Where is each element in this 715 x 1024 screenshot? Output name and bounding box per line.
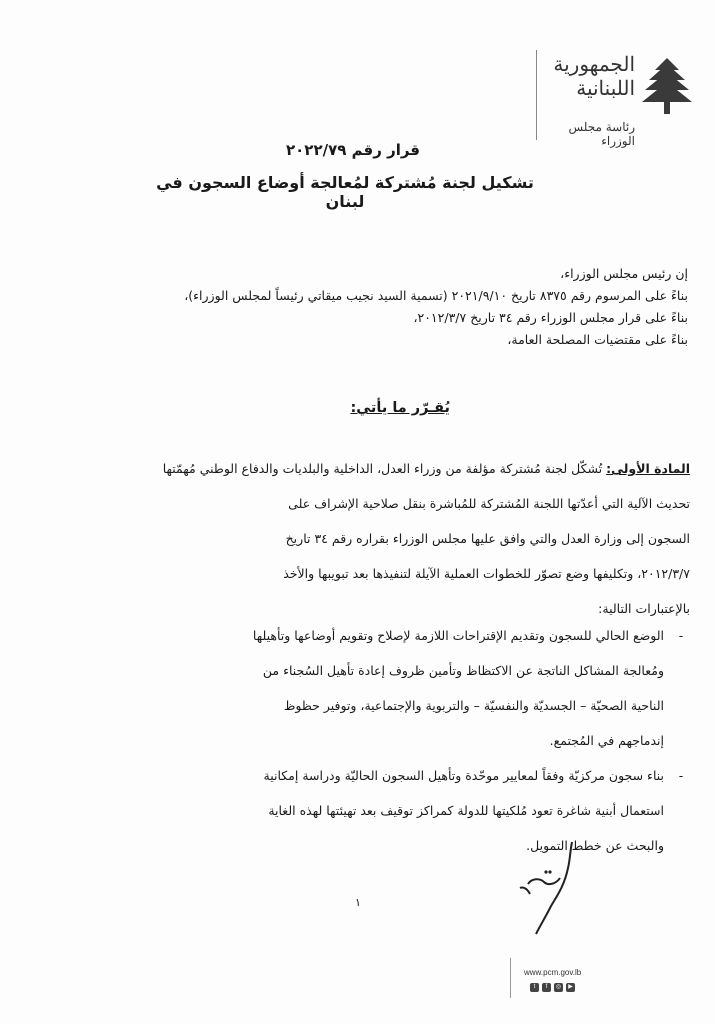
article-line: السجون إلى وزارة العدل والتي وافق عليها مجلس الوزراء بقراره رقم ٣٤ تاريخ xyxy=(285,531,690,546)
decree-title: تشكيل لجنة مُشتركة لمُعالجة أوضاع السجون في لبنان xyxy=(156,173,534,211)
article-one xyxy=(68,451,690,626)
article-label: المادة الأولى: xyxy=(606,461,690,476)
emblem-title: الجمهورية اللبنانية xyxy=(553,52,635,100)
list-item-line: الوضع الحالي للسجون وتقديم الإقتراحات اللازمة لإصلاح وتقويم أوضاعها وتأهيلها xyxy=(252,628,664,643)
website-link[interactable]: www.pcm.gov.lb xyxy=(524,968,582,977)
list-item-line: والبحث عن خطط التمويل. xyxy=(526,838,664,853)
article-text: تُشكّل لجنة مُشتركة مؤلفة من وزراء العدل، الداخلية والبلديات والدفاع الوطني مُهمّتها xyxy=(162,461,603,476)
preamble-line: بناءً على المرسوم رقم ٨٣٧٥ تاريخ ٢٠٢١/٩/١٠ (تسمية السيد نجيب ميقاتي رئيساً لمجلس الوزراء)، xyxy=(184,288,688,303)
article-line: تحديث الآلية التي أعدّتها اللجنة المُشتركة للمُباشرة بنقل صلاحية الإشراف على xyxy=(288,496,690,511)
footer-divider xyxy=(510,958,511,998)
cedar-tree-icon xyxy=(641,56,693,118)
bullet-dash: - xyxy=(678,768,684,783)
article-first-line xyxy=(68,451,690,486)
article-line: ٢٠١٢/٣/٧، وتكليفها وضع تصوّر للخطوات العملية الآيلة لتنفيذها بعد تبويبها والأخذ xyxy=(283,566,690,581)
article-line: بالإعتبارات التالية: xyxy=(598,601,690,616)
preamble-line: بناءً على قرار مجلس الوزراء رقم ٣٤ تاريخ ٢٠١٢/٣/٧، xyxy=(413,310,688,325)
preamble-line: إن رئيس مجلس الوزراء، xyxy=(560,266,688,281)
handwritten-signature xyxy=(510,838,590,938)
youtube-icon[interactable]: ▶ xyxy=(566,983,575,992)
list-item xyxy=(68,618,690,758)
decides-heading: يُقـرّر ما يأتي: xyxy=(350,400,450,416)
list-item-line: إندماجهم في المُجتمع. xyxy=(549,733,664,748)
decree-number: قرار رقم ٢٠٢٢/٧٩ xyxy=(285,141,420,159)
instagram-icon[interactable]: ◎ xyxy=(555,984,562,990)
bullet-dash: - xyxy=(678,628,684,643)
social-icons xyxy=(530,983,575,992)
list-item-line: بناء سجون مركزيّة وفقاً لمعايير موحّدة وتأهيل السجون الحاليّة ودراسة إمكانية xyxy=(263,768,664,783)
preamble-line: بناءً على مقتضيات المصلحة العامة، xyxy=(507,332,688,347)
letterhead xyxy=(517,42,697,152)
facebook-icon[interactable]: f xyxy=(542,983,551,992)
twitter-icon[interactable]: t xyxy=(530,983,539,992)
list-item-line: ومُعالجة المشاكل الناتجة عن الاكتظاظ وتأمين ظروف إعادة تأهيل السُجناء من xyxy=(262,663,664,678)
list-item xyxy=(68,758,690,863)
preamble xyxy=(70,263,688,351)
list-item-line: استعمال أبنية شاغرة تعود مُلكيتها للدولة كمراكز توقيف بعد تهيئتها لهذه الغاية xyxy=(268,803,664,818)
emblem-subtitle: رئاسة مجلس الوزراء xyxy=(568,120,635,148)
footer xyxy=(510,958,700,998)
list-item-line: الناحية الصحيّة – الجسديّة والنفسيّة – والتربوية والإجتماعية، وتوفير حظوظ xyxy=(283,698,664,713)
considerations-list xyxy=(68,618,690,863)
page-number: ١ xyxy=(355,896,361,909)
